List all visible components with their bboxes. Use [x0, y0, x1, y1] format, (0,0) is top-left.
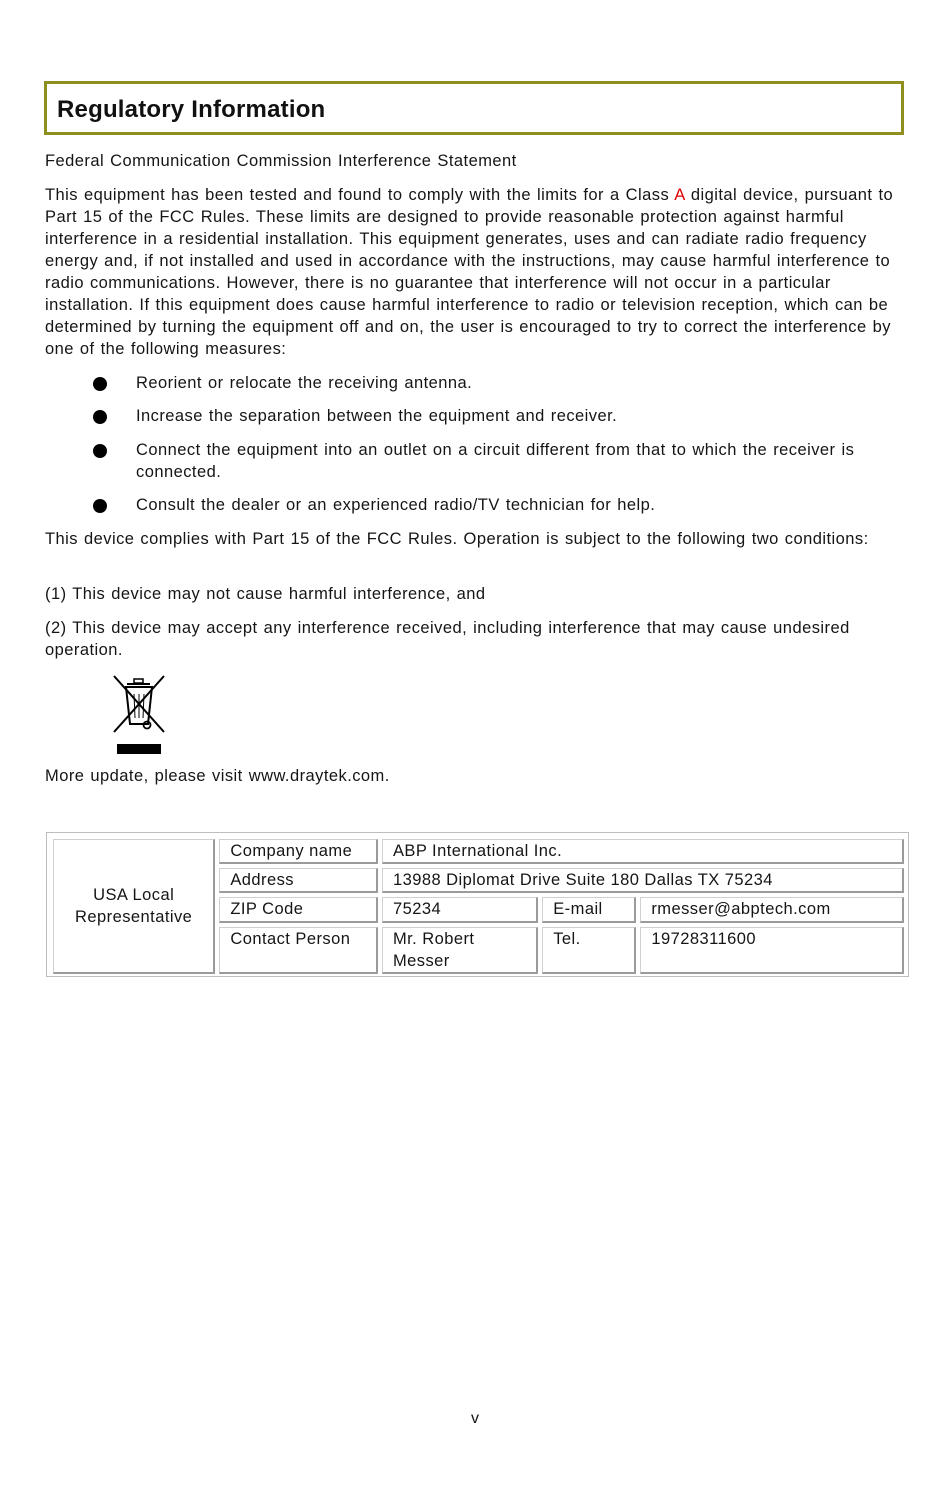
section-heading: Federal Communication Commission Interference Statement	[45, 152, 517, 170]
more-update-text: More update, please visit www.draytek.com.	[45, 767, 390, 785]
address-value: 13988 Diplomat Drive Suite 180 Dallas TX 75234	[382, 868, 904, 893]
bullet-dot	[93, 377, 107, 391]
page-number: v	[471, 1410, 479, 1427]
company-name-value: ABP International Inc.	[382, 839, 904, 864]
zip-code-value: 75234	[382, 897, 538, 922]
bullet-item: Connect the equipment into an outlet on a circuit different from that to which the receiver is connected.	[136, 441, 855, 481]
compliance-paragraph: This device complies with Part 15 of the FCC Rules. Operation is subject to the following two conditions:	[45, 530, 869, 548]
tel-value: 19728311600	[640, 927, 904, 974]
bullet-dot	[93, 444, 107, 458]
title-box	[44, 81, 904, 135]
address-label: Address	[219, 868, 378, 893]
rep-label-cell: USA Local Representative	[53, 839, 215, 974]
condition-1: (1) This device may not cause harmful interference, and	[45, 585, 486, 603]
page-title: Regulatory Information	[57, 96, 326, 123]
fcc-paragraph	[45, 184, 915, 360]
contact-person-value: Mr. Robert Messer	[382, 927, 538, 974]
bullet-item: Increase the separation between the equipment and receiver.	[136, 407, 618, 425]
crossed-out-wheelie-bin-icon	[110, 672, 168, 756]
condition-2: (2) This device may accept any interference received, including interference that may cause undesired operation.	[45, 619, 850, 659]
tel-label: Tel.	[542, 927, 636, 974]
fcc-paragraph-pre: This equipment has been tested and found to comply with the limits for a Class	[45, 186, 675, 204]
email-value: rmesser@abptech.com	[640, 897, 904, 922]
zip-code-label: ZIP Code	[219, 897, 378, 922]
bullet-dot	[93, 499, 107, 513]
company-name-label: Company name	[219, 839, 378, 864]
bullet-item: Consult the dealer or an experienced radio/TV technician for help.	[136, 496, 656, 514]
contact-person-label: Contact Person	[219, 927, 378, 974]
bullet-dot	[93, 410, 107, 424]
device-class: A	[674, 186, 685, 204]
representative-table	[46, 832, 909, 977]
email-label: E-mail	[542, 897, 636, 922]
fcc-paragraph-post: digital device, pursuant to Part 15 of the FCC Rules. These limits are designed to provide reasonable protection against harmful interference in a residential installation. This equipment generates, uses and can radiate radio frequency energy and, if not installed and used in accordance with the instructions, may cause harmful interference to radio communications. However, there is no guarantee that interference will not occur in a particular installation. If this equipment does cause harmful interference to radio or television reception, which can be determined by turning the equipment off and on, the user is encouraged to try to correct the interference by one of the following measures:	[45, 186, 894, 358]
representative-table-grid	[49, 835, 908, 978]
bullet-item: Reorient or relocate the receiving antenna.	[136, 374, 473, 392]
